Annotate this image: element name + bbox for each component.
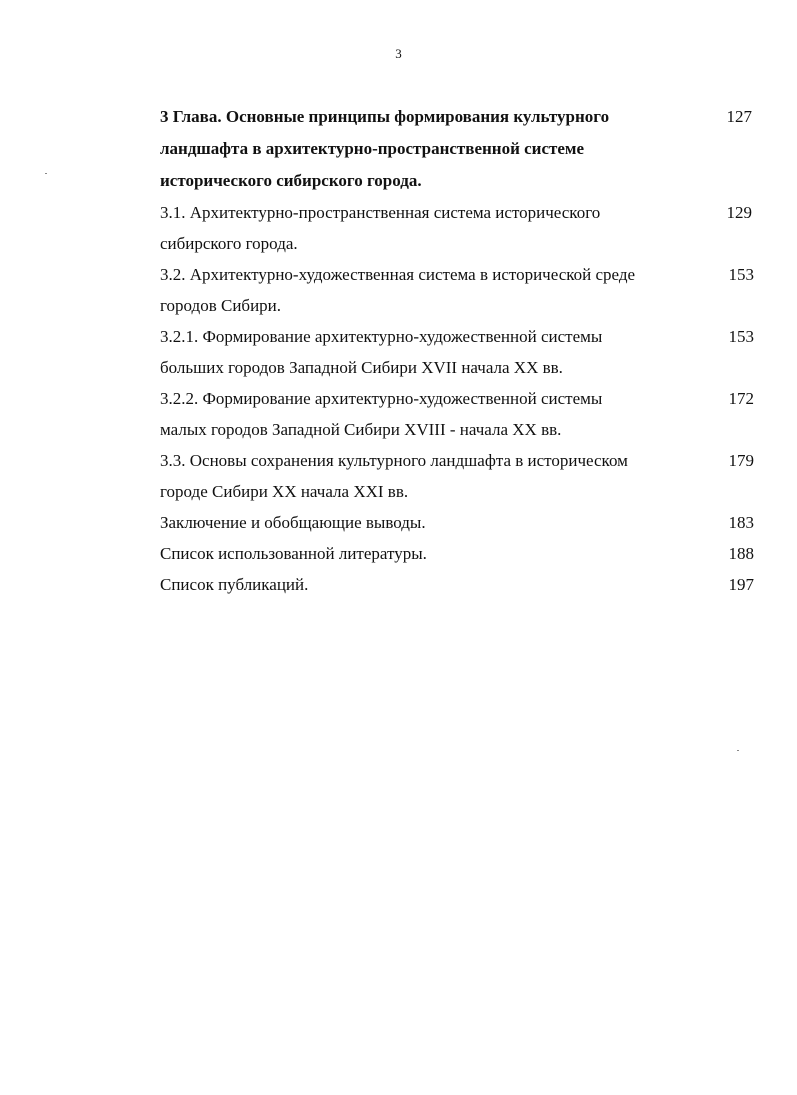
toc-entry-title	[160, 383, 705, 445]
toc-entry-line: 3.2. Архитектурно-художественная система в исторической среде	[160, 265, 636, 284]
page-number: 3	[395, 46, 402, 61]
toc-entry-page: 179	[728, 451, 754, 470]
table-of-contents	[160, 101, 760, 600]
toc-entry-line: 3.1. Архитектурно-пространственная система исторического	[160, 203, 601, 222]
toc-entry-page: 172	[728, 389, 754, 408]
toc-entry-line: ландшафта в архитектурно-пространственной системе	[160, 139, 585, 158]
toc-entry-section-3-1	[160, 197, 760, 259]
toc-entry-page: 153	[728, 265, 754, 284]
toc-entry-line: 3 Глава. Основные принципы формирования культурного	[160, 107, 610, 126]
toc-entry-section-3-2	[160, 259, 760, 321]
toc-entry-section-3-2-1	[160, 321, 760, 383]
toc-entry-title	[160, 197, 705, 259]
toc-entry-page: 197	[728, 575, 754, 594]
toc-entry-section-3-2-2	[160, 383, 760, 445]
toc-entry-conclusion	[160, 507, 760, 538]
toc-entry-page: 188	[728, 544, 754, 563]
toc-entry-line: сибирского города.	[160, 234, 298, 253]
toc-entry-publications	[160, 569, 760, 600]
toc-entry-title	[160, 445, 705, 507]
toc-entry-title	[160, 321, 705, 383]
toc-entry-page: 153	[728, 327, 754, 346]
toc-entry-title	[160, 259, 705, 321]
toc-entry-line: 3.3. Основы сохранения культурного ландшафта в историческом	[160, 451, 628, 470]
toc-entry-line: 3.2.1. Формирование архитектурно-художественной системы	[160, 327, 603, 346]
scan-speck	[737, 750, 739, 751]
toc-entry-bibliography	[160, 538, 760, 569]
toc-entry-line: Список использованной литературы.	[160, 544, 427, 563]
toc-entry-line: городов Сибири.	[160, 296, 282, 315]
toc-entry-section-3-3	[160, 445, 760, 507]
toc-entry-line: Заключение и обобщающие выводы.	[160, 513, 426, 532]
toc-entry-title	[160, 538, 705, 569]
toc-entry-chapter-3	[160, 101, 760, 197]
toc-entry-title	[160, 507, 705, 538]
toc-entry-line: городе Сибири XX начала XXI вв.	[160, 482, 409, 501]
toc-entry-line: исторического сибирского города.	[160, 171, 422, 190]
toc-entry-title	[160, 101, 705, 197]
toc-entry-page: 127	[726, 107, 752, 126]
scan-speck	[45, 173, 47, 174]
toc-entry-line: малых городов Западной Сибири XVIII - начала XX вв.	[160, 420, 562, 439]
toc-entry-title	[160, 569, 705, 600]
toc-entry-line: Список публикаций.	[160, 575, 309, 594]
toc-entry-page: 129	[726, 203, 752, 222]
toc-entry-line: больших городов Западной Сибири XVII начала XX вв.	[160, 358, 563, 377]
toc-entry-page: 183	[728, 513, 754, 532]
toc-entry-line: 3.2.2. Формирование архитектурно-художественной системы	[160, 389, 603, 408]
